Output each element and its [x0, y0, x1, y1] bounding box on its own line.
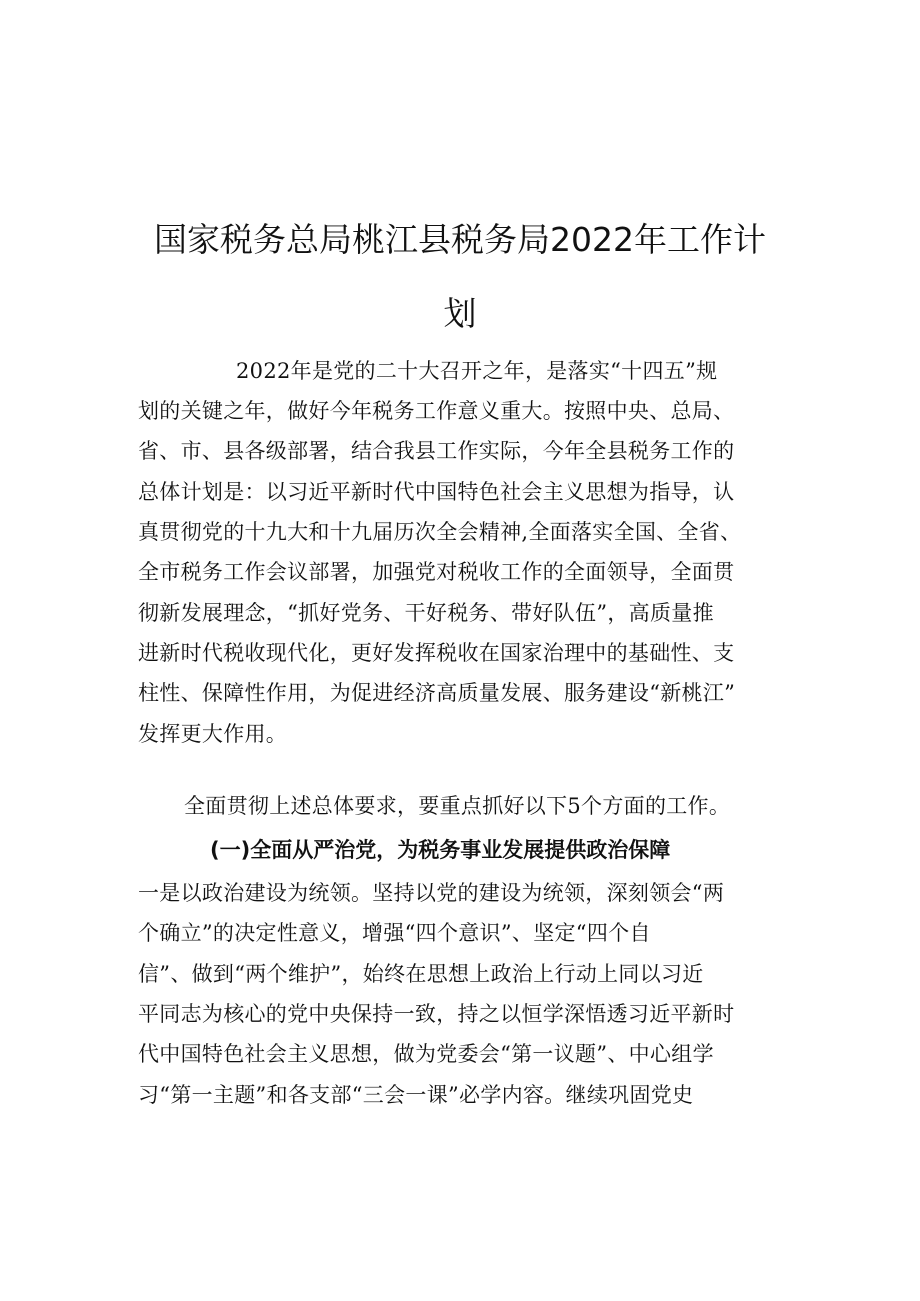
intro-paragraph-line: 总体计划是：以习近平新时代中国特色社会主义思想为指导，认 [138, 480, 735, 504]
section-paragraph-line: 一是以政治建设为统领。坚持以党的建设为统领，深刻领会“两 [138, 881, 725, 905]
intro-paragraph-line: 划的关键之年，做好今年税务工作意义重大。按照中央、总局、 [138, 399, 735, 423]
document-title-line-2: 划 [443, 294, 477, 333]
section-paragraph-line: 平同志为核心的党中央保持一致，持之以恒学深悟透习近平新时 [138, 1002, 735, 1026]
intro-paragraph-line: 发挥更大作用。 [138, 722, 288, 746]
intro-paragraph-line: 省、市、县各级部署，结合我县工作实际，今年全县税务工作的 [138, 439, 735, 463]
intro-paragraph-line: 彻新发展理念，“抓好党务、干好税务、带好队伍”，高质量推 [138, 601, 714, 625]
section-paragraph-line: 代中国特色社会主义思想，做为党委会“第一议题”、中心组学 [138, 1042, 714, 1066]
intro-paragraph-line: 2022年是党的二十大召开之年，是落实“十四五”规 [236, 359, 718, 383]
intro-paragraph-line: 柱性、保障性作用，为促进经济高质量发展、服务建设“新桃江” [138, 681, 736, 705]
section-paragraph-line: 习“第一主题”和各支部“三会一课”必学内容。继续巩固党史 [138, 1083, 694, 1107]
intro-paragraph-line: 全市税务工作会议部署，加强党对税收工作的全面领导，全面贯 [138, 560, 735, 584]
intro-paragraph-line: 真贯彻党的十九大和十九届历次全会精神,全面落实全国、全省、 [138, 520, 742, 544]
summary-line: 全面贯彻上述总体要求，要重点抓好以下5个方面的工作。 [184, 794, 731, 818]
intro-paragraph-line: 进新时代税收现代化，更好发挥税收在国家治理中的基础性、支 [138, 641, 735, 665]
section-heading: (一)全面从严治党，为税务事业发展提供政治保障 [210, 838, 671, 862]
document-title-line-1: 国家税务总局桃江县税务局2022年工作计 [154, 220, 766, 259]
section-paragraph-line: 信”、做到“两个维护”，始终在思想上政治上行动上同以习近 [138, 962, 704, 986]
section-paragraph-line: 个确立”的决定性意义，增强“四个意识”、坚定“四个自 [138, 921, 651, 945]
